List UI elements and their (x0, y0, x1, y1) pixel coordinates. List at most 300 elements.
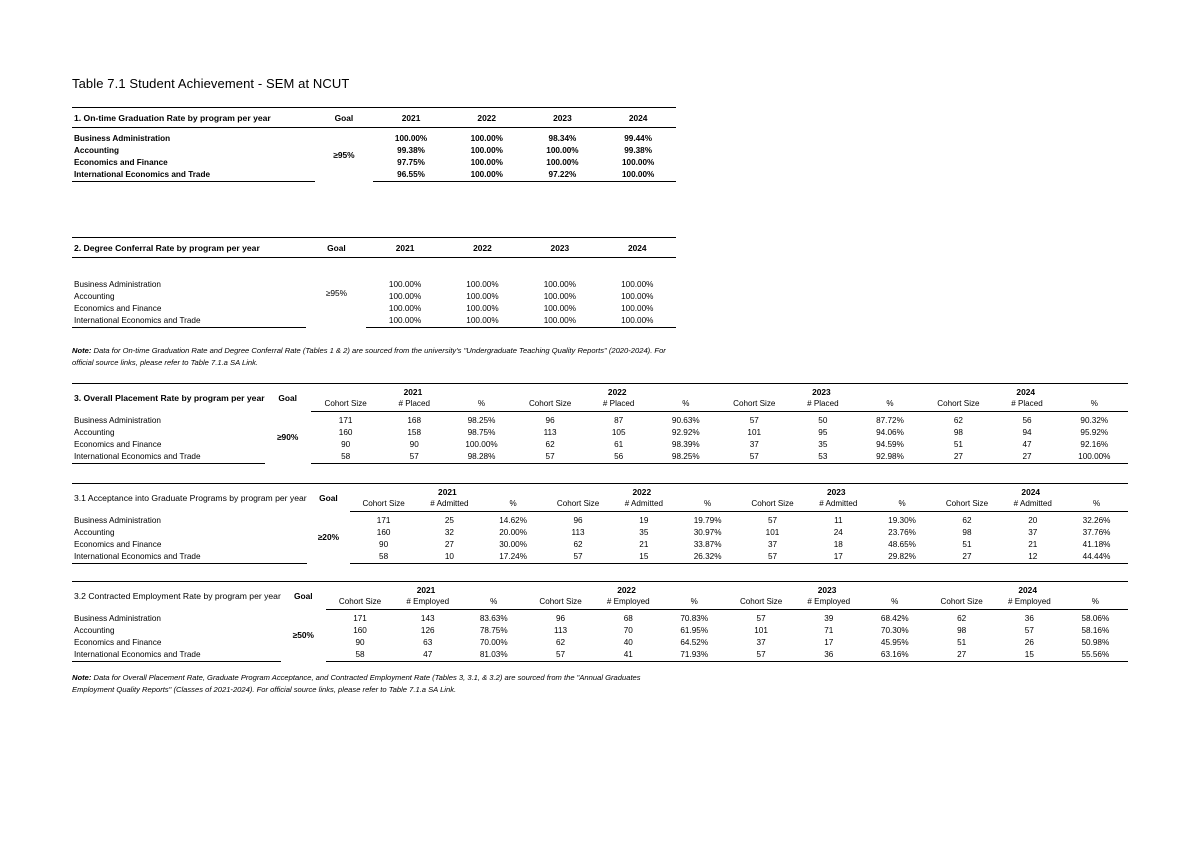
cell-value: 58 (326, 649, 395, 662)
cell-value: 62 (556, 638, 566, 647)
year-header-2021: 2021 (373, 108, 449, 128)
table-on-time-graduation-rate (72, 107, 676, 182)
cell-value: 19.79% (693, 516, 722, 525)
cell-value: 90.32% (1080, 416, 1109, 425)
cell-value: 20 (1028, 516, 1038, 525)
goal-value: ≥95% (333, 149, 355, 160)
cell-value: 11 (834, 516, 843, 525)
cell-value: 113 (543, 428, 557, 437)
cell-value: 51 (957, 638, 967, 647)
cell-value: 100.00% (521, 315, 598, 328)
goal-value: ≥95% (325, 287, 348, 298)
goal-header: Goal (306, 238, 366, 258)
sub-header-cohort-size: Cohort Size (326, 596, 395, 610)
sub-header-count: # Placed (585, 398, 652, 412)
cell-value: 64.52% (680, 638, 709, 647)
cell-value: 83.63% (479, 614, 508, 623)
program-label: Economics and Finance (74, 638, 162, 647)
cell-value: 100.00% (621, 292, 654, 301)
cell-value: 23.76% (888, 528, 916, 537)
cell-value: 98 (953, 428, 963, 437)
year-header-2023: 2023 (525, 108, 601, 128)
cell-value: 81.03% (461, 649, 526, 662)
note-tables-3 (72, 672, 682, 695)
goal-header: Goal (307, 484, 350, 512)
year-header-2024: 2024 (599, 238, 676, 258)
cell-value: 100.00% (470, 134, 503, 143)
sub-header-count: # Employed (394, 596, 461, 610)
sub-header-count: # Admitted (1000, 498, 1065, 512)
cell-value: 100.00% (546, 146, 579, 155)
sub-header-count: # Employed (795, 596, 862, 610)
table-row (72, 527, 1128, 539)
cell-value: 100.00% (394, 134, 428, 143)
section32-heading: 3.2 Contracted Employment Rate by program per year (72, 582, 281, 610)
table-contracted-employment-rate (72, 581, 1128, 662)
cell-value: 32.26% (1082, 516, 1111, 525)
table-row (72, 145, 676, 157)
cell-value: 37.76% (1082, 528, 1111, 537)
table-row (72, 551, 1128, 564)
cell-value: 57 (749, 416, 759, 425)
table-row (72, 169, 676, 182)
cell-value: 100.00% (388, 304, 422, 313)
program-label: Accounting (74, 428, 115, 437)
cell-value: 19 (639, 516, 649, 525)
cell-value: 98.34% (548, 134, 577, 143)
cell-value: 33.87% (693, 540, 722, 549)
cell-value: 41.18% (1082, 540, 1111, 549)
cell-value: 160 (353, 626, 367, 635)
cell-value: 90.63% (671, 416, 700, 425)
cell-value: 100.00% (470, 146, 503, 155)
cell-value: 17 (806, 551, 871, 564)
cell-value: 36 (795, 649, 862, 662)
year-header-2021: 2021 (311, 384, 515, 399)
cell-value: 105 (611, 428, 626, 437)
cell-value: 100.00% (543, 280, 577, 289)
sub-header-percent: % (676, 498, 739, 512)
program-label: Accounting (74, 528, 115, 537)
note-tables-1-2 (72, 345, 682, 368)
cell-value: 62 (545, 440, 555, 449)
cell-value: 57 (719, 451, 789, 464)
year-header-2022: 2022 (515, 384, 719, 399)
cell-value: 61 (614, 440, 624, 449)
cell-value: 35 (639, 528, 649, 537)
cell-value: 96 (545, 416, 555, 425)
cell-value: 92.16% (1080, 440, 1109, 449)
cell-value: 18 (833, 540, 843, 549)
table-row (72, 412, 1128, 427)
section31-heading: 3.1 Acceptance into Graduate Programs by program per year (72, 484, 307, 512)
sub-header-count: # Employed (996, 596, 1063, 610)
cell-value: 100.00% (465, 440, 498, 449)
goal-value: ≥90% (276, 432, 299, 443)
cell-value: 92.98% (856, 451, 923, 464)
sub-header-percent: % (862, 596, 927, 610)
cell-value: 101 (747, 428, 762, 437)
cell-value: 171 (338, 416, 353, 425)
cell-value: 10 (417, 551, 482, 564)
cell-value: 100.00% (466, 292, 499, 301)
program-label: Economics and Finance (74, 158, 168, 167)
cell-value: 100.00% (466, 304, 499, 313)
cell-value: 96 (556, 614, 566, 623)
cell-value: 62 (957, 614, 967, 623)
sub-header-percent: % (482, 498, 545, 512)
cell-value: 47 (1022, 440, 1032, 449)
cell-value: 21 (1028, 540, 1038, 549)
cell-value: 96.55% (373, 169, 449, 182)
sub-header-percent: % (448, 398, 515, 412)
cell-value: 97.22% (525, 169, 601, 182)
cell-value: 100.00% (466, 280, 499, 289)
cell-value: 29.82% (871, 551, 934, 564)
table-row (72, 625, 1128, 637)
cell-value: 58.06% (1081, 614, 1110, 623)
sub-header-count: # Admitted (806, 498, 871, 512)
section2-heading: 2. Degree Conferral Rate by program per year (72, 238, 306, 258)
program-label: International Economics and Trade (72, 551, 307, 564)
cell-value: 20.00% (499, 528, 528, 537)
goal-value: ≥50% (292, 630, 314, 641)
cell-value: 100.00% (621, 158, 655, 167)
cell-value: 57 (739, 551, 806, 564)
cell-value: 100.00% (470, 158, 503, 167)
sub-header-cohort-size: Cohort Size (350, 498, 417, 512)
sub-header-count: # Placed (993, 398, 1060, 412)
cell-value: 30.00% (499, 540, 528, 549)
program-label: Business Administration (74, 614, 161, 623)
program-label: International Economics and Trade (72, 315, 306, 328)
sub-header-count: # Placed (381, 398, 448, 412)
cell-value: 90 (355, 638, 365, 647)
cell-value: 99.38% (624, 146, 653, 155)
sub-header-percent: % (856, 398, 923, 412)
cell-value: 71.93% (662, 649, 727, 662)
cell-value: 100.00% (600, 169, 676, 182)
table-row (72, 128, 676, 145)
cell-value: 27 (923, 451, 993, 464)
cell-value: 126 (420, 626, 435, 635)
table-header-row (72, 238, 676, 258)
section3-heading: 3. Overall Placement Rate by program per year (72, 384, 265, 412)
cell-value: 101 (754, 626, 768, 635)
year-header-2024: 2024 (927, 582, 1128, 597)
cell-value: 68 (623, 614, 633, 623)
table-row (72, 157, 676, 169)
sub-header-count: # Placed (789, 398, 856, 412)
cell-value: 58 (311, 451, 381, 464)
sub-header-percent: % (1061, 398, 1128, 412)
cell-value: 98.39% (671, 440, 700, 449)
cell-value: 90 (341, 440, 351, 449)
table-row (72, 291, 676, 303)
year-header-2023: 2023 (719, 384, 923, 399)
cell-value: 37 (767, 540, 778, 549)
cell-value: 12 (1000, 551, 1065, 564)
year-header-2024: 2024 (933, 484, 1128, 499)
cell-value: 98.75% (467, 428, 496, 437)
cell-value: 62 (573, 540, 583, 549)
cell-value: 160 (376, 528, 391, 537)
program-label: Business Administration (74, 416, 161, 425)
cell-value: 100.00% (543, 292, 577, 301)
cell-value: 57 (515, 451, 585, 464)
cell-value: 37 (749, 440, 759, 449)
cell-value: 44.44% (1065, 551, 1128, 564)
sub-header-cohort-size: Cohort Size (719, 398, 789, 412)
goal-header: Goal (265, 384, 311, 412)
note-text: Data for Overall Placement Rate, Graduate Program Acceptance, and Contracted Employment Rate (Tables 3, 3.1, & 3.2) are sourced from the "Annual Graduates Employment Quality Reports" (Classes of 2021-2024). For official source links, please refer to Table 7.1.a SA Link. (72, 673, 641, 694)
cell-value: 158 (407, 428, 422, 437)
cell-value: 58.16% (1081, 626, 1110, 635)
year-header-2021: 2021 (366, 238, 443, 258)
cell-value: 26.32% (676, 551, 739, 564)
cell-value: 100.00% (388, 280, 422, 289)
cell-value: 100.00% (366, 315, 443, 328)
cell-value: 87.72% (876, 416, 904, 425)
sub-header-cohort-size: Cohort Size (927, 596, 996, 610)
cell-value: 95 (818, 428, 828, 437)
year-header-2021: 2021 (350, 484, 544, 499)
cell-value: 98 (957, 626, 967, 635)
cell-value: 24 (833, 528, 843, 537)
cell-value: 57 (381, 451, 448, 464)
cell-value: 45.95% (880, 638, 909, 647)
cell-value: 168 (407, 416, 422, 425)
cell-value: 57 (1024, 626, 1034, 635)
cell-value: 40 (623, 638, 633, 647)
table-header-row-years (72, 484, 1128, 499)
cell-value: 100.00% (599, 315, 676, 328)
year-header-2023: 2023 (739, 484, 933, 499)
cell-value: 70.00% (479, 638, 508, 647)
sub-header-percent: % (461, 596, 526, 610)
cell-value: 70 (623, 626, 633, 635)
cell-value: 15 (612, 551, 677, 564)
table-row (72, 451, 1128, 464)
cell-value: 90 (379, 540, 389, 549)
cell-value: 56 (1022, 416, 1032, 425)
cell-value: 94.59% (876, 440, 904, 449)
cell-value: 98.25% (652, 451, 719, 464)
table-overall-placement-rate (72, 383, 1128, 464)
table-row (72, 637, 1128, 649)
cell-value: 35 (818, 440, 828, 449)
cell-value: 113 (554, 626, 568, 635)
cell-value: 48.65% (888, 540, 916, 549)
cell-value: 99.44% (624, 134, 653, 143)
sub-header-percent: % (652, 398, 719, 412)
cell-value: 63.16% (862, 649, 927, 662)
program-label: Business Administration (74, 516, 161, 525)
cell-value: 57 (756, 614, 766, 623)
sub-header-cohort-size: Cohort Size (727, 596, 796, 610)
page-title: Table 7.1 Student Achievement - SEM at NCUT (72, 76, 350, 91)
cell-value: 143 (420, 614, 435, 623)
year-header-2022: 2022 (449, 108, 525, 128)
cell-value: 47 (394, 649, 461, 662)
note-label: Note: (72, 673, 92, 682)
cell-value: 97.75% (397, 158, 425, 167)
table-row (72, 258, 676, 291)
cell-value: 160 (338, 428, 353, 437)
cell-value: 87 (614, 416, 624, 425)
cell-value: 101 (765, 528, 780, 537)
program-label: International Economics and Trade (72, 451, 265, 464)
cell-value: 27 (444, 540, 454, 549)
cell-value: 92.92% (671, 428, 700, 437)
cell-value: 98.28% (448, 451, 515, 464)
cell-value: 99.38% (397, 146, 425, 155)
table-degree-conferral-rate (72, 237, 676, 328)
sub-header-cohort-size: Cohort Size (933, 498, 1000, 512)
program-label: Economics and Finance (74, 440, 162, 449)
cell-value: 58 (350, 551, 417, 564)
cell-value: 19.30% (888, 516, 916, 525)
table-header-row (72, 108, 676, 128)
cell-value: 62 (962, 516, 972, 525)
cell-value: 41 (595, 649, 662, 662)
sub-header-percent: % (662, 596, 727, 610)
cell-value: 50 (818, 416, 828, 425)
cell-value: 100.00% (444, 315, 521, 328)
year-header-2021: 2021 (326, 582, 527, 597)
program-label: Accounting (74, 626, 115, 635)
cell-value: 94 (1022, 428, 1032, 437)
table-row (72, 649, 1128, 662)
cell-value: 27 (993, 451, 1060, 464)
year-header-2023: 2023 (727, 582, 928, 597)
cell-value: 100.00% (621, 304, 654, 313)
program-label: International Economics and Trade (72, 649, 281, 662)
cell-value: 30.97% (693, 528, 722, 537)
table-row (72, 610, 1128, 625)
cell-value: 32 (444, 528, 454, 537)
cell-value: 17 (824, 638, 834, 647)
program-label: International Economics and Trade (72, 169, 315, 182)
sub-header-count: # Admitted (417, 498, 482, 512)
year-header-2024: 2024 (923, 384, 1128, 399)
sub-header-cohort-size: Cohort Size (515, 398, 585, 412)
cell-value: 25 (444, 516, 454, 525)
note-label: Note: (72, 346, 92, 355)
note-text: Data for On-time Graduation Rate and Degree Conferral Rate (Tables 1 & 2) are sourced from the university's "Undergraduate Teaching Quality Reports" (2020-2024). For official source links, please refer to Table 7.1.a SA Link. (72, 346, 666, 367)
table-graduate-program-acceptance (72, 483, 1128, 564)
cell-value: 37 (756, 638, 766, 647)
cell-value: 171 (353, 614, 367, 623)
sub-header-cohort-size: Cohort Size (526, 596, 595, 610)
year-header-2022: 2022 (444, 238, 521, 258)
cell-value: 95.92% (1080, 428, 1109, 437)
year-header-2023: 2023 (521, 238, 598, 258)
table-row (72, 539, 1128, 551)
sub-header-cohort-size: Cohort Size (739, 498, 806, 512)
sub-header-cohort-size: Cohort Size (545, 498, 612, 512)
cell-value: 113 (571, 528, 585, 537)
cell-value: 61.95% (680, 626, 709, 635)
cell-value: 63 (423, 638, 433, 647)
cell-value: 70.30% (880, 626, 909, 635)
cell-value: 37 (1028, 528, 1038, 537)
table-row (72, 439, 1128, 451)
cell-value: 90 (409, 440, 419, 449)
section1-heading: 1. On-time Graduation Rate by program per year (72, 108, 315, 128)
cell-value: 98.25% (467, 416, 496, 425)
goal-header: Goal (315, 108, 374, 128)
cell-value: 94.06% (876, 428, 904, 437)
cell-value: 56 (585, 451, 652, 464)
goal-header: Goal (281, 582, 326, 610)
program-label: Accounting (74, 146, 120, 155)
table-row (72, 303, 676, 315)
cell-value: 100.00% (449, 169, 525, 182)
table-row (72, 315, 676, 328)
program-label: Economics and Finance (74, 540, 162, 549)
sub-header-percent: % (871, 498, 934, 512)
cell-value: 53 (789, 451, 856, 464)
cell-value: 68.42% (880, 614, 909, 623)
cell-value: 62 (953, 416, 963, 425)
cell-value: 98 (962, 528, 972, 537)
cell-value: 78.75% (479, 626, 508, 635)
cell-value: 57 (526, 649, 595, 662)
cell-value: 26 (1024, 638, 1034, 647)
year-header-2022: 2022 (545, 484, 739, 499)
sub-header-count: # Admitted (612, 498, 677, 512)
cell-value: 96 (573, 516, 583, 525)
year-header-2024: 2024 (600, 108, 676, 128)
cell-value: 70.83% (680, 614, 709, 623)
cell-value: 100.00% (1061, 451, 1128, 464)
cell-value: 71 (824, 626, 834, 635)
table-header-row-years (72, 582, 1128, 597)
goal-value: ≥20% (317, 532, 340, 543)
cell-value: 27 (933, 551, 1000, 564)
cell-value: 57 (727, 649, 796, 662)
cell-value: 55.56% (1063, 649, 1128, 662)
cell-value: 100.00% (546, 158, 579, 167)
cell-value: 171 (376, 516, 391, 525)
sub-header-percent: % (1065, 498, 1128, 512)
cell-value: 100.00% (621, 280, 654, 289)
sub-header-count: # Employed (595, 596, 662, 610)
program-label: Business Administration (74, 134, 171, 143)
cell-value: 50.98% (1081, 638, 1110, 647)
program-label: Accounting (74, 292, 115, 301)
cell-value: 15 (996, 649, 1063, 662)
cell-value: 39 (824, 614, 834, 623)
sub-header-percent: % (1063, 596, 1128, 610)
cell-value: 57 (545, 551, 612, 564)
cell-value: 57 (767, 516, 778, 525)
cell-value: 51 (953, 440, 963, 449)
sub-header-cohort-size: Cohort Size (311, 398, 381, 412)
table-row (72, 512, 1128, 527)
cell-value: 100.00% (388, 292, 422, 301)
cell-value: 36 (1024, 614, 1034, 623)
cell-value: 27 (927, 649, 996, 662)
cell-value: 21 (639, 540, 649, 549)
cell-value: 51 (962, 540, 972, 549)
sub-header-cohort-size: Cohort Size (923, 398, 993, 412)
year-header-2022: 2022 (526, 582, 727, 597)
table-header-row-years (72, 384, 1128, 399)
table-row (72, 427, 1128, 439)
cell-value: 14.62% (499, 516, 528, 525)
